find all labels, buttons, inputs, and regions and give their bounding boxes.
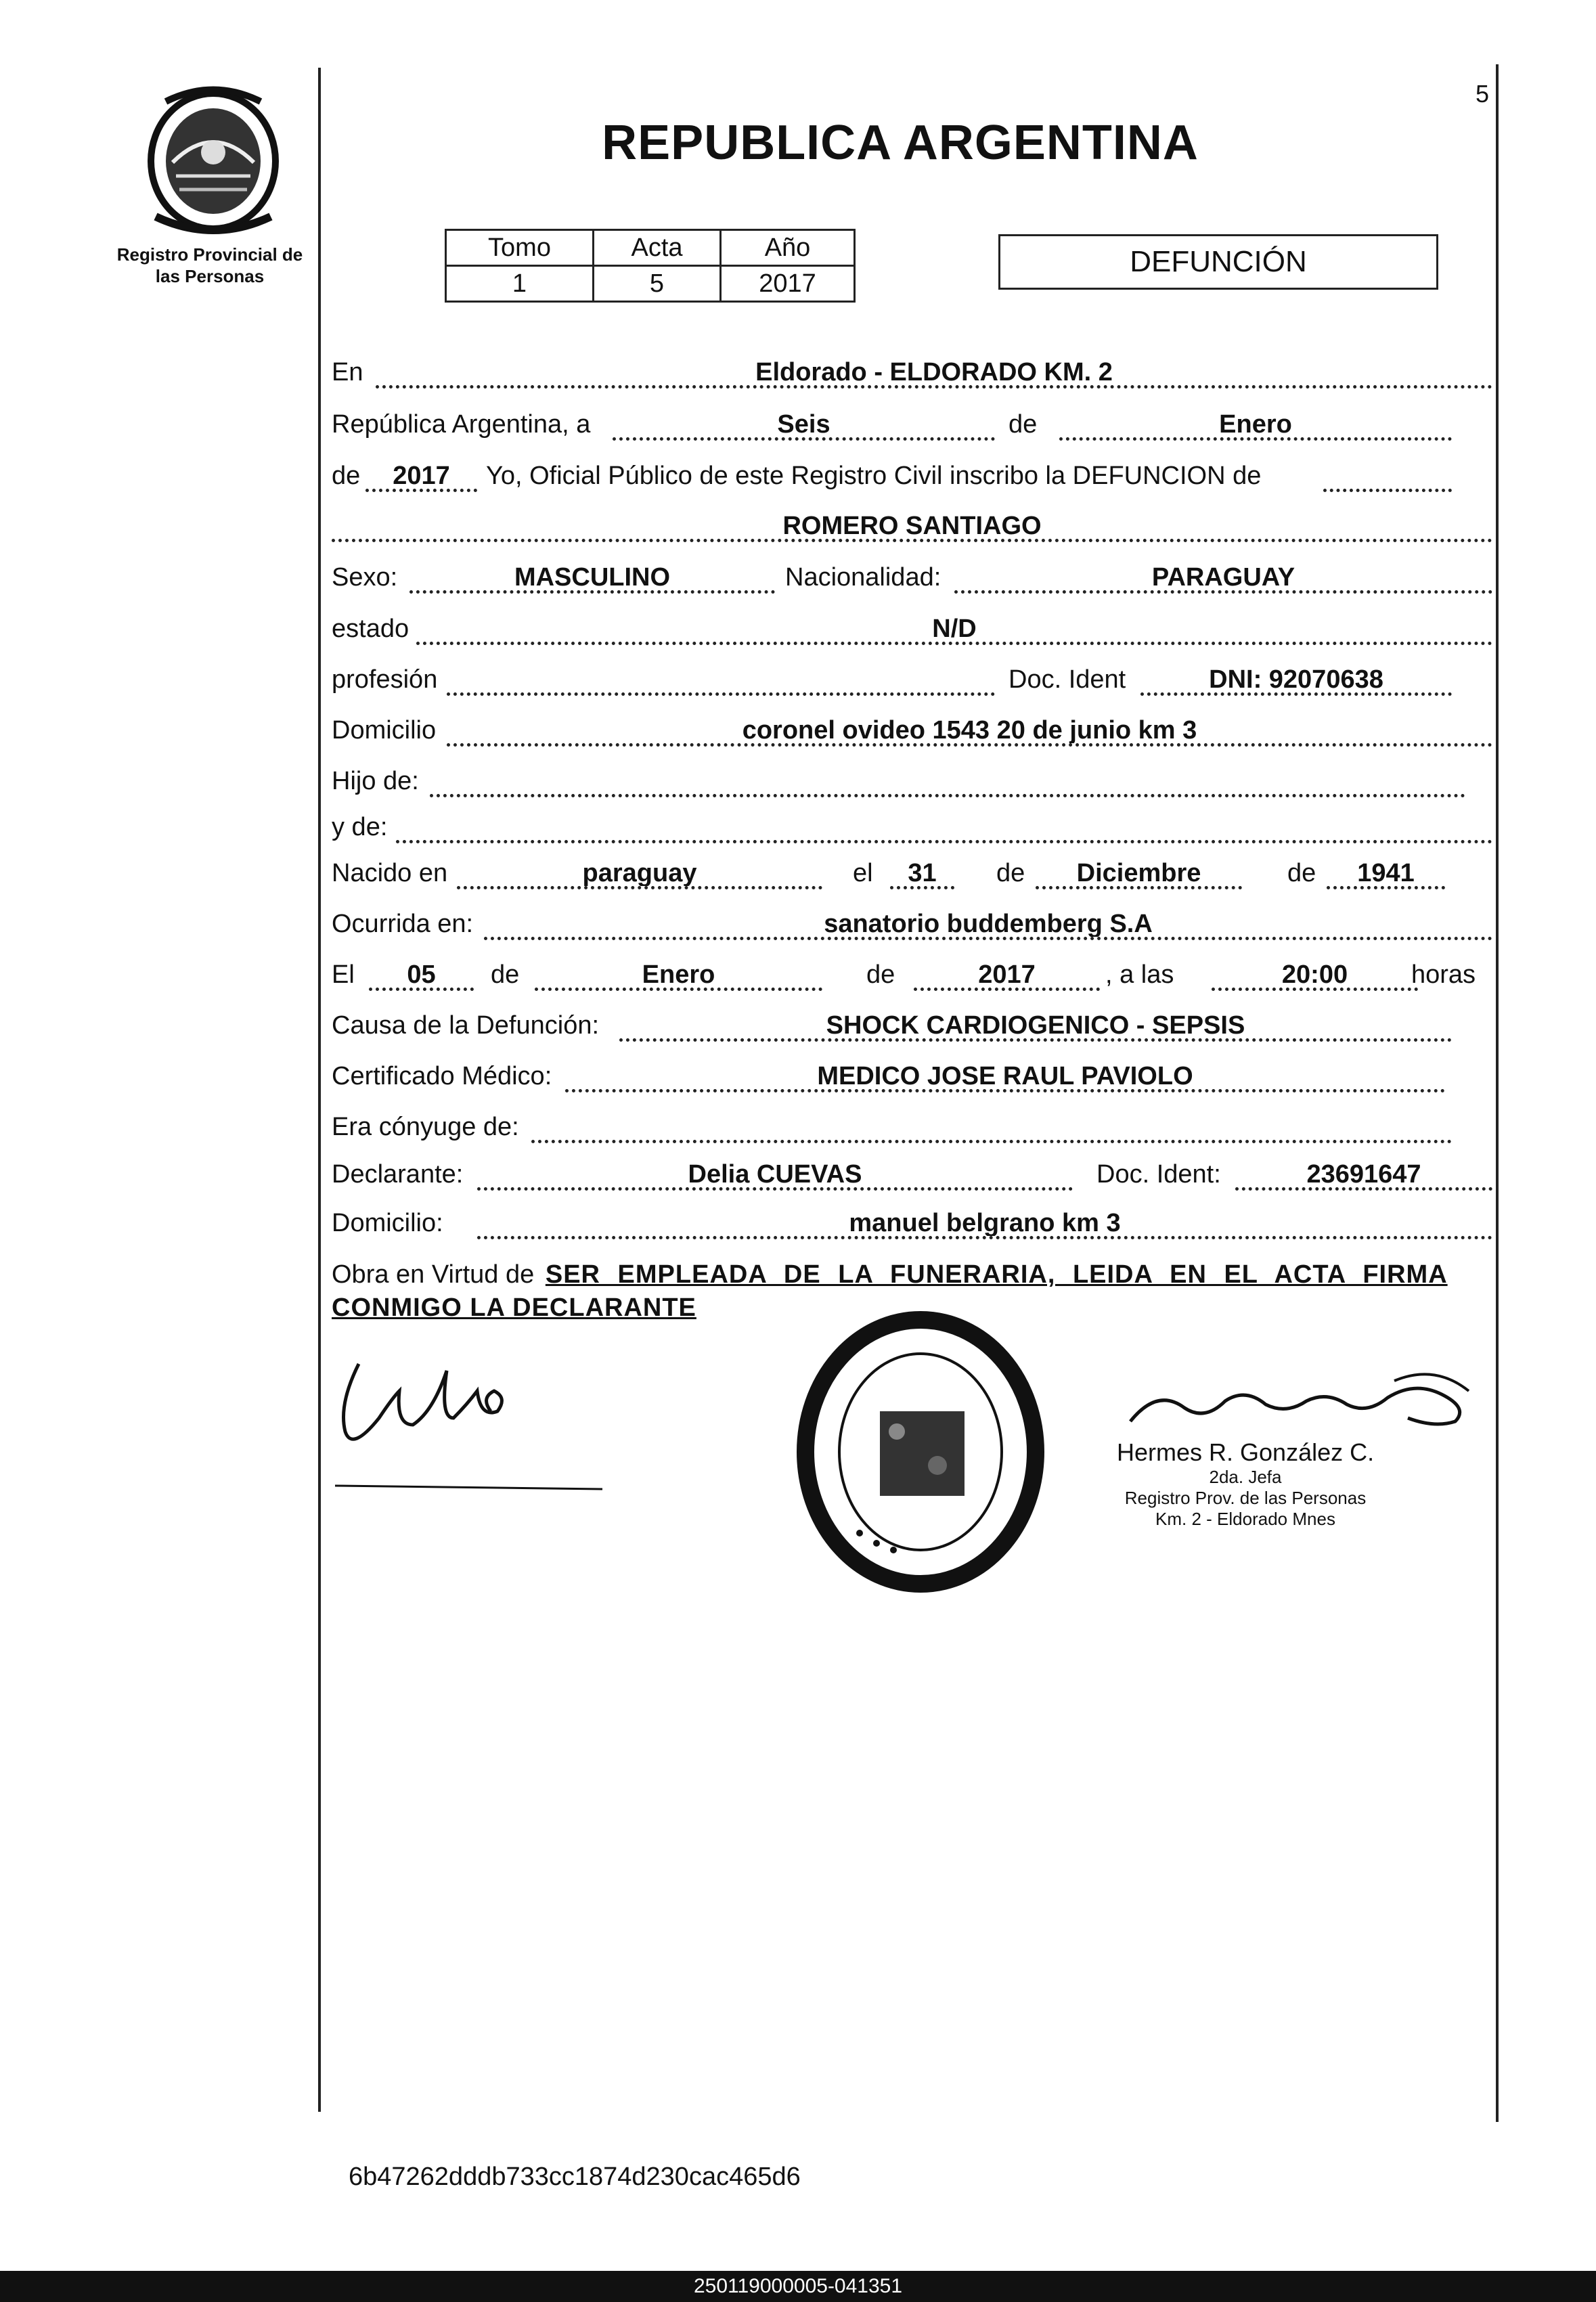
death-day-field: 05 (369, 956, 474, 991)
profesion-field (447, 661, 995, 696)
estado-field: N/D (416, 611, 1492, 645)
doc-ident-field: DNI: 92070638 (1140, 661, 1452, 696)
obra-label: Obra en Virtud de (332, 1260, 535, 1289)
registry-label-line1: Registro Provincial de (116, 244, 303, 265)
sexo-label: Sexo: (332, 563, 398, 592)
deceased-name-field: ROMERO SANTIAGO (332, 508, 1492, 542)
row-date (332, 406, 1492, 443)
row-profesion (332, 661, 1492, 698)
decl-doc-label: Doc. Ident: (1096, 1160, 1221, 1189)
official-name: Hermes R. González C. (1117, 1438, 1375, 1466)
death-year-field: 2017 (914, 956, 1100, 991)
document-type-box: DEFUNCIÓN (998, 234, 1438, 290)
conyuge-label: Era cónyuge de: (332, 1113, 519, 1141)
domicilio-label: Domicilio (332, 716, 437, 745)
document-hash: 6b47262dddb733cc1874d230cac465d6 (349, 2163, 801, 2191)
de-label-3: de (996, 859, 1025, 887)
official-place: Km. 2 - Eldorado Mnes (1155, 1509, 1335, 1529)
row-declarante (332, 1156, 1492, 1193)
year-field: 2017 (365, 458, 477, 492)
estado-label: estado (332, 615, 409, 643)
de-label-2: de (332, 462, 361, 490)
row-birth (332, 855, 1492, 891)
causa-field: SHOCK CARDIOGENICO - SEPSIS (619, 1007, 1452, 1042)
row-estado (332, 611, 1492, 647)
row-decl-domicilio (332, 1205, 1492, 1241)
hijo-de-label: Hijo de: (332, 767, 419, 795)
certificado-label: Certificado Médico: (332, 1062, 552, 1090)
acta-value-acta: 5 (594, 266, 721, 302)
hijo-de-field (430, 763, 1465, 797)
official-org: Registro Prov. de las Personas (1124, 1488, 1367, 1508)
doc-ident-label: Doc. Ident (1008, 665, 1126, 694)
official-title: 2da. Jefa (1209, 1467, 1282, 1487)
decl-doc-field: 23691647 (1235, 1156, 1492, 1191)
official-signature-block (1117, 1360, 1496, 1570)
row-domicilio (332, 712, 1492, 749)
crest-icon (135, 81, 291, 237)
row-officer (332, 458, 1492, 494)
right-margin-line (1496, 64, 1499, 2122)
ocurrida-field: sanatorio buddemberg S.A (484, 906, 1492, 940)
country-label: República Argentina, a (332, 410, 591, 439)
y-de-label: y de: (332, 813, 388, 841)
officer-text: Yo, Oficial Público de este Registro Civil inscribo la DEFUNCION de (486, 462, 1262, 490)
month-field: Enero (1059, 406, 1452, 441)
obra-value-1: SER EMPLEADA DE LA FUNERARIA, LEIDA EN EL ACTA FIRMA (545, 1260, 1448, 1289)
registry-label-line2: las Personas (155, 266, 265, 286)
official-stamp (792, 1310, 1049, 1594)
decl-dom-field: manuel belgrano km 3 (477, 1205, 1492, 1239)
acta-header-tomo: Tomo (446, 230, 594, 266)
registry-label (108, 244, 311, 287)
el2-label: El (332, 960, 355, 989)
domicilio-field: coronel ovideo 1543 20 de junio km 3 (447, 712, 1492, 747)
acta-value-tomo: 1 (446, 266, 594, 302)
obra-line-1 (332, 1256, 1492, 1293)
acta-value-ano: 2017 (721, 266, 855, 302)
row-y-de (332, 809, 1492, 845)
nacionalidad-label: Nacionalidad: (785, 563, 941, 592)
officer-trailing-field (1323, 458, 1452, 492)
row-deceased-name (332, 508, 1492, 544)
declarante-label: Declarante: (332, 1160, 464, 1189)
certificado-field: MEDICO JOSE RAUL PAVIOLO (565, 1058, 1445, 1092)
birth-year-field: 1941 (1327, 855, 1445, 889)
day-words-field: Seis (613, 406, 995, 441)
birth-month-field: Diciembre (1036, 855, 1242, 889)
page-number: 5 (1476, 80, 1490, 108)
conyuge-field (531, 1109, 1452, 1143)
el-label: el (853, 859, 873, 887)
de-label-6: de (866, 960, 895, 989)
place-field: Eldorado - ELDORADO KM. 2 (376, 354, 1492, 389)
declarant-signature-icon (332, 1344, 616, 1506)
official-stamp-icon (792, 1310, 1049, 1594)
row-causa (332, 1007, 1492, 1044)
death-month-field: Enero (535, 956, 822, 991)
acta-header-acta: Acta (594, 230, 721, 266)
row-conyuge (332, 1109, 1492, 1145)
birth-day-field: 31 (890, 855, 954, 889)
row-sex-nationality (332, 559, 1492, 596)
acta-header-ano: Año (721, 230, 855, 266)
official-signature-icon (1117, 1360, 1496, 1442)
de-label-5: de (491, 960, 520, 989)
ocurrida-label: Ocurrida en: (332, 910, 474, 938)
nacido-en-field: paraguay (457, 855, 822, 889)
page-title: REPUBLICA ARGENTINA (602, 116, 1199, 170)
footer-bar (0, 2271, 1596, 2302)
left-margin-line (318, 68, 321, 2112)
causa-label: Causa de la Defunción: (332, 1011, 600, 1040)
obra-value-2: CONMIGO LA DECLARANTE (332, 1293, 696, 1322)
horas-label: horas (1411, 960, 1476, 989)
a-las-label: , a las (1105, 960, 1174, 989)
de-label-1: de (1008, 410, 1038, 439)
declarant-signature (332, 1344, 616, 1506)
death-time-field: 20:00 (1212, 956, 1418, 991)
nacido-en-label: Nacido en (332, 859, 448, 887)
row-hijo-de (332, 763, 1492, 799)
profesion-label: profesión (332, 665, 438, 694)
en-label: En (332, 358, 363, 386)
nacionalidad-field: PARAGUAY (954, 559, 1492, 594)
decl-dom-label: Domicilio: (332, 1209, 443, 1237)
y-de-field (396, 809, 1492, 843)
row-ocurrida (332, 906, 1492, 942)
row-death-date (332, 956, 1492, 993)
declarante-field: Delia CUEVAS (477, 1156, 1073, 1191)
sexo-field: MASCULINO (409, 559, 775, 594)
acta-table (445, 229, 856, 303)
barcode-text: 250119000005-041351 (693, 2275, 903, 2297)
de-label-4: de (1287, 859, 1316, 887)
provincial-crest (135, 81, 291, 237)
row-place (332, 354, 1492, 391)
row-certificado (332, 1058, 1492, 1094)
